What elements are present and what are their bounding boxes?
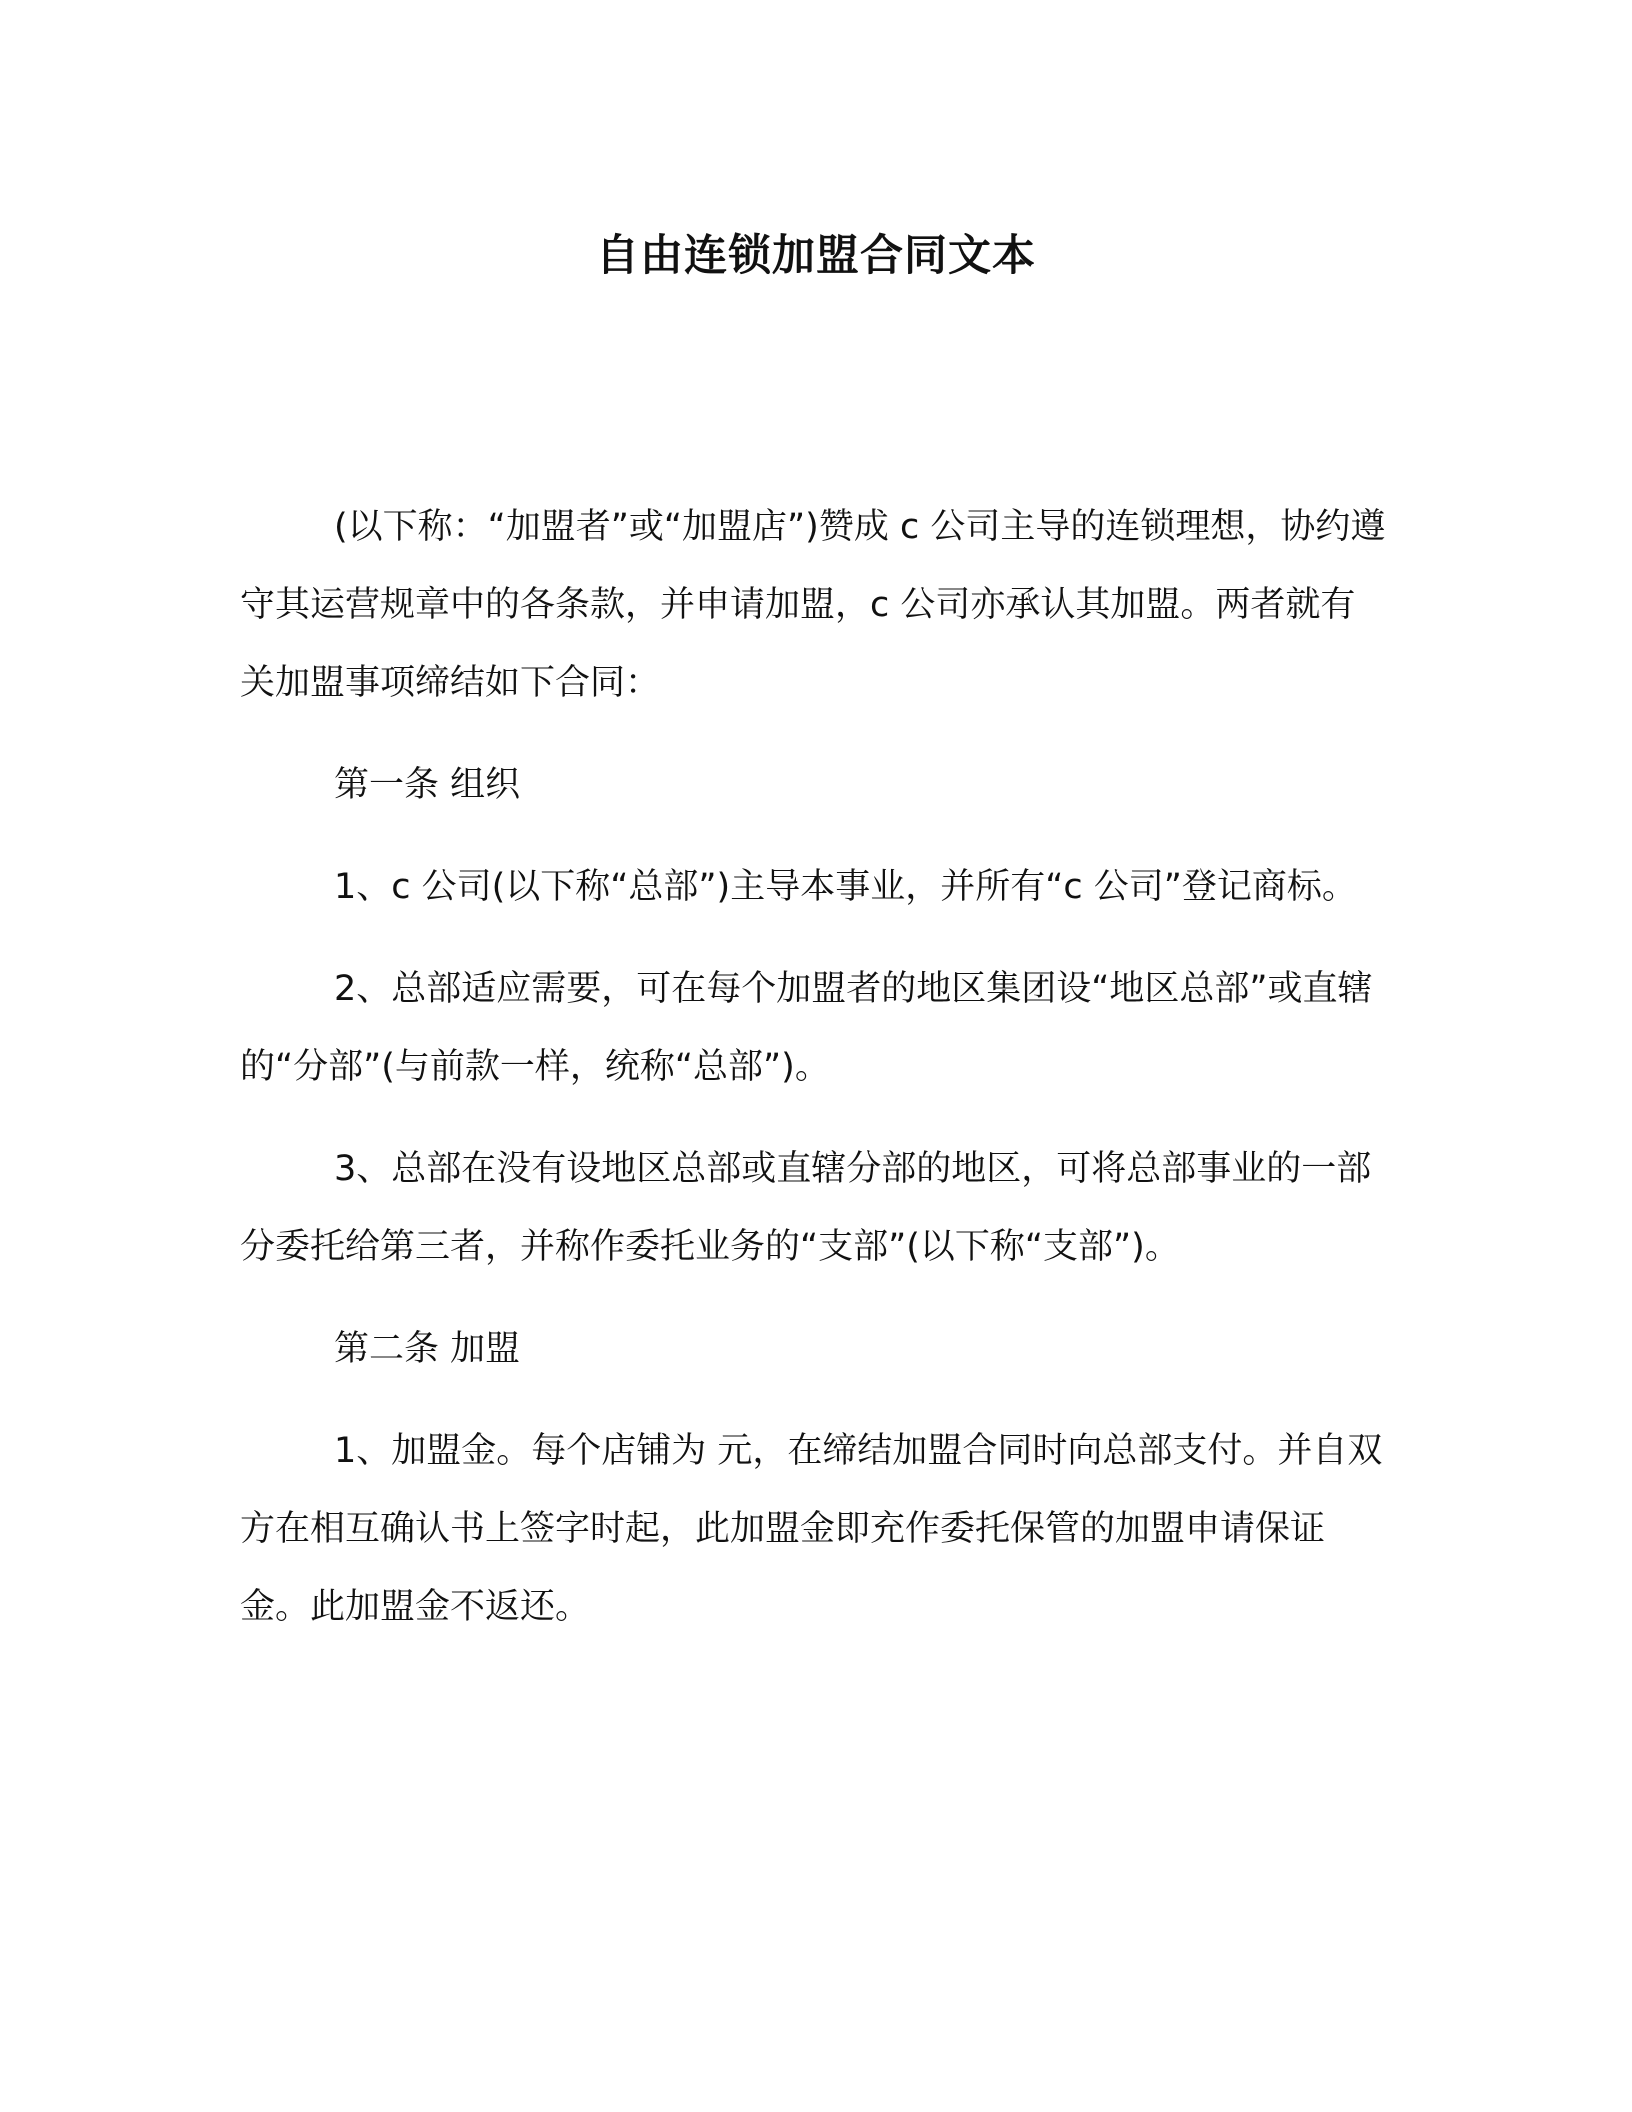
article-1-clause-1: 1、c 公司(以下称“总部”)主导本事业，并所有“c 公司”登记商标。 bbox=[334, 867, 1357, 907]
article-2-heading: 第二条 加盟 bbox=[334, 1329, 521, 1369]
article-1-clause-2: 2、总部适应需要，可在每个加盟者的地区集团设“地区总部”或直辖的“分部”(与前款一样，统称“总部”)。 bbox=[240, 969, 1373, 1087]
article-1-heading: 第一条 组织 bbox=[334, 765, 521, 805]
document-body bbox=[240, 488, 1390, 1670]
document-title: 自由连锁加盟合同文本 bbox=[596, 231, 1036, 281]
article-1-clause-3: 3、总部在没有设地区总部或直辖分部的地区，可将总部事业的一部分委托给第三者，并称作委托业务的“支部”(以下称“支部”)。 bbox=[240, 1149, 1372, 1267]
intro-paragraph: (以下称：“加盟者”或“加盟店”)赞成 c 公司主导的连锁理想，协约遵守其运营规章中的各条款，并申请加盟，c 公司亦承认其加盟。两者就有关加盟事项缔结如下合同： bbox=[240, 507, 1386, 703]
article-2-clause-1: 1、加盟金。每个店铺为 元，在缔结加盟合同时向总部支付。并自双方在相互确认书上签字时起，此加盟金即充作委托保管的加盟申请保证金。此加盟金不返还。 bbox=[240, 1431, 1383, 1627]
